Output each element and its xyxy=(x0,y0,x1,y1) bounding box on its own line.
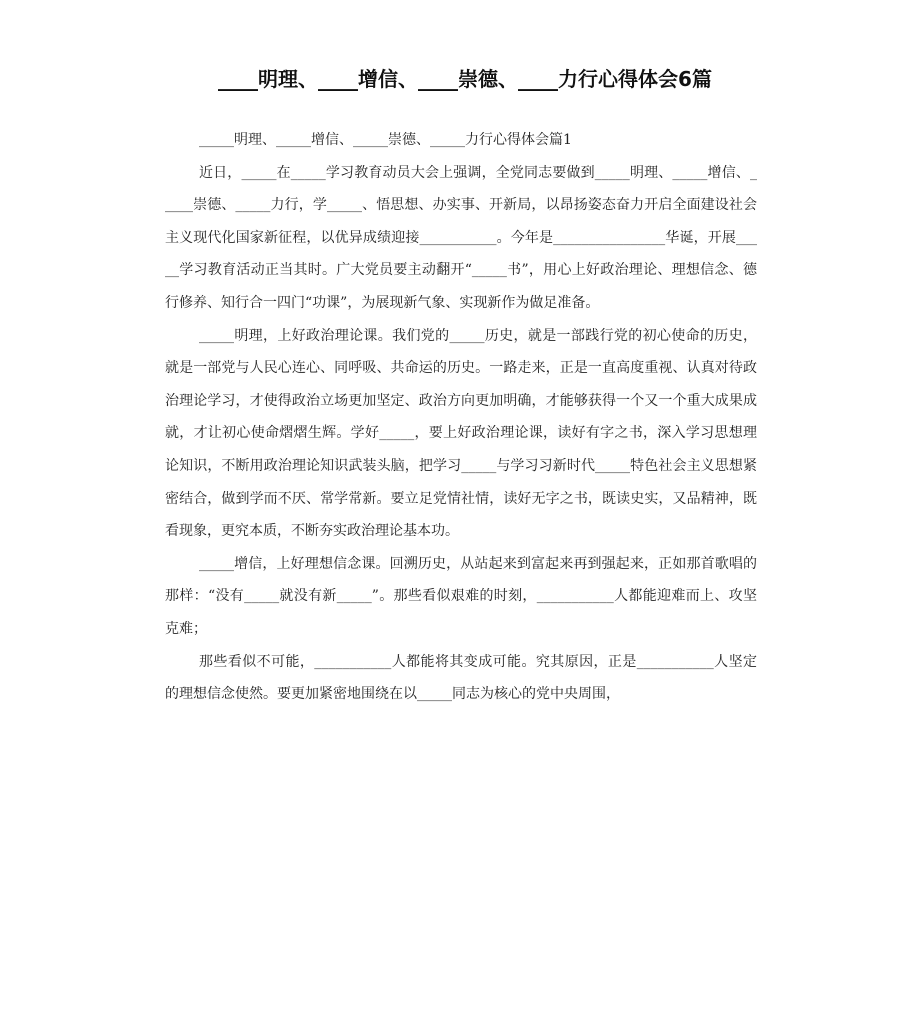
paragraph-continued: 那些看似不可能，___________人都能将其变成可能。究其原因，正是___________人坚定的理想信念使然。要更加紧密地围绕在以_____同志为核心的党中央周围， xyxy=(165,653,757,703)
document-title: ____明理、____增信、____崇德、____力行心得体会6篇 xyxy=(218,67,712,91)
document-body xyxy=(165,124,757,711)
paragraph-zengxin: _____增信，上好理想信念课。回溯历史，从站起来到富起来再到强起来，正如那首歌唱的那样：“没有_____就没有新_____”。那些看似艰难的时刻，___________人都能迎难而上、攻坚克难； xyxy=(165,555,757,637)
paragraph-intro: 近日，_____在_____学习教育动员大会上强调，全党同志要做到_____明理、_____增信、_____崇德、_____力行，学_____、悟思想、办实事、开新局，以昂扬姿态奋力开启全面建设社会主义现代化国家新征程，以优异成绩迎接___________。今年是________________华诞，开展_____学习教育活动正当其时。广大党员要主动翻开“_____书”，用心上好政治理论、理想信念、德行修养、知行合一四门“功课”，为展现新气象、实现新作为做足准备。 xyxy=(165,164,757,311)
section-heading: _____明理、_____增信、_____崇德、_____力行心得体会篇1 xyxy=(199,132,572,148)
paragraph-mingli: _____明理，上好政治理论课。我们党的_____历史，就是一部践行党的初心使命的历史，就是一部党与人民心连心、同呼吸、共命运的历史。一路走来，正是一直高度重视、认真对待政治理论学习，才使得政治立场更加坚定、政治方向更加明确，才能够获得一个又一个重大成果成就，才让初心使命熠熠生辉。学好_____，要上好政治理论课，读好有字之书，深入学习思想理论知识，不断用政治理论知识武装头脑，把学习_____与学习习新时代_____特色社会主义思想紧密结合，做到学而不厌、常学常新。要立足党情社情，读好无字之书，既读史实，又品精神，既看现象，更究本质，不断夯实政治理论基本功。 xyxy=(165,327,757,540)
